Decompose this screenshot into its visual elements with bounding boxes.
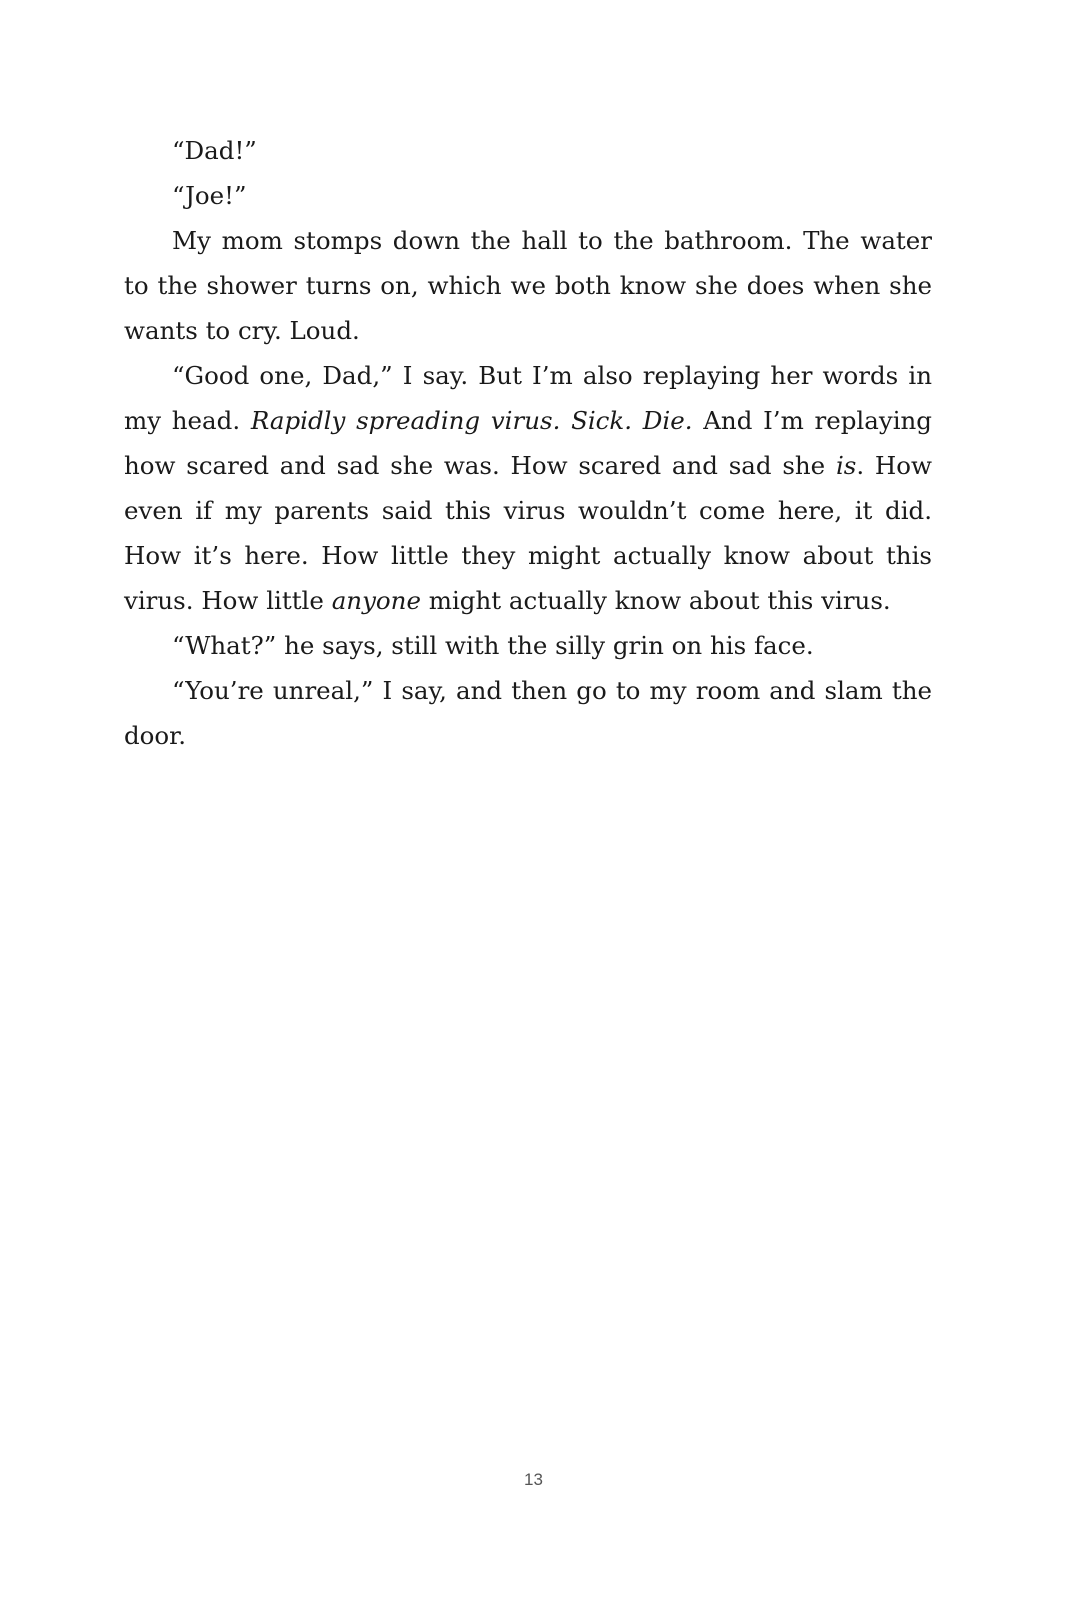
paragraph bbox=[124, 353, 932, 623]
italic-segment: Rapidly spreading virus. Sick. Die. bbox=[250, 406, 693, 435]
paragraph bbox=[124, 668, 932, 758]
text-segment: “Good one, Dad,” I say. But I’m also replaying her words in my head. bbox=[124, 361, 932, 435]
paragraph bbox=[124, 623, 932, 668]
paragraph bbox=[124, 173, 932, 218]
italic-segment: anyone bbox=[331, 586, 421, 615]
italic-segment: is bbox=[835, 451, 857, 480]
page-number: 13 bbox=[524, 1470, 543, 1489]
text-segment: . How even if my parents said this virus wouldn’t come here, it did. How it’s here. How little they might actually know about this virus. How little bbox=[124, 451, 932, 615]
paragraph bbox=[124, 128, 932, 173]
paragraph bbox=[124, 218, 932, 353]
text-segment: might actually know about this virus. bbox=[420, 586, 891, 615]
text-segment: My mom stomps down the hall to the bathroom. The water to the shower turns on, which we both know she does when she wants to cry. Loud. bbox=[124, 226, 932, 345]
text-segment: “Dad!” bbox=[172, 136, 257, 165]
body-text bbox=[124, 128, 932, 758]
text-segment: “Joe!” bbox=[172, 181, 247, 210]
text-segment: “What?” he says, still with the silly grin on his face. bbox=[172, 631, 814, 660]
text-segment: And I’m replaying how scared and sad she was. How scared and sad she bbox=[124, 406, 932, 480]
text-segment: “You’re unreal,” I say, and then go to my room and slam the door. bbox=[124, 676, 932, 750]
